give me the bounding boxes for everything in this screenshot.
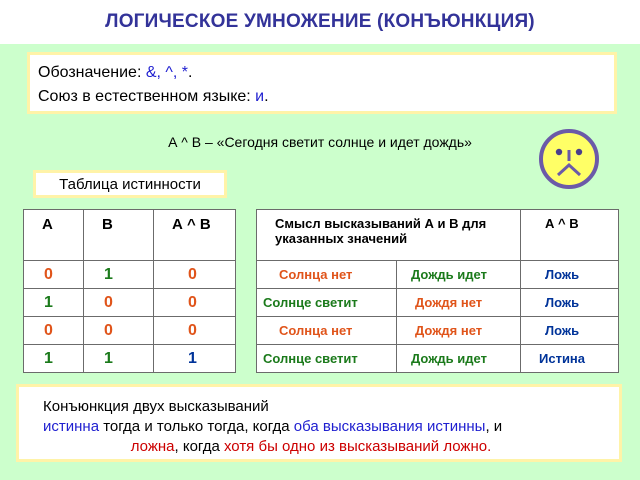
cell-b: 1 [84, 261, 154, 289]
conclusion-text: тогда и только тогда, когда [99, 418, 294, 435]
union-word: и [255, 88, 265, 105]
truth-table-label: Таблица истинности [33, 170, 227, 198]
page-title: ЛОГИЧЕСКОЕ УМНОЖЕНИЕ (КОНЪЮНКЦИЯ) [0, 0, 640, 44]
table-row [257, 317, 619, 345]
union-line [38, 85, 606, 109]
header-result: А ^ В [154, 210, 236, 261]
notation-symbols: &, ^, * [145, 64, 189, 81]
conclusion-line-2 [43, 417, 609, 437]
truth-table-header [24, 210, 236, 261]
example-text: А ^ В – «Сегодня светит солнце и идет дождь» [168, 134, 472, 150]
cell-sun: Солнце светит [257, 345, 397, 373]
cell-a: 1 [24, 345, 84, 373]
cell-a: 0 [24, 317, 84, 345]
conclusion-box [16, 384, 622, 462]
table-row [24, 289, 236, 317]
cell-result: Ложь [521, 289, 619, 317]
conclusion-intro: Конъюнкция двух высказываний [43, 398, 269, 415]
meaning-table [256, 209, 619, 373]
cell-result: 1 [154, 345, 236, 373]
header-meaning: Смысл высказываний А и В для указанных значений [257, 210, 521, 261]
conclusion-both-true: оба высказывания истинны [293, 418, 486, 435]
conclusion-when: , когда [174, 438, 224, 455]
cell-b: 0 [84, 289, 154, 317]
meaning-table-header [257, 210, 619, 261]
table-row [257, 345, 619, 373]
conclusion-false-word: ложна [130, 438, 175, 455]
cell-result: 0 [154, 261, 236, 289]
cell-sun: Солнца нет [257, 317, 397, 345]
cell-result: Ложь [521, 261, 619, 289]
union-label: Союз в естественном языке: [38, 88, 256, 105]
notation-box [27, 52, 617, 114]
table-row [24, 345, 236, 373]
table-row [24, 261, 236, 289]
cell-a: 1 [24, 289, 84, 317]
table-row [257, 261, 619, 289]
header-result: А ^ В [521, 210, 619, 261]
cell-result: 0 [154, 289, 236, 317]
cell-rain: Дождя нет [397, 317, 521, 345]
conclusion-true-word: истинна [43, 418, 100, 435]
notation-line [38, 61, 606, 85]
header-b: В [84, 210, 154, 261]
cell-rain: Дождь идет [397, 345, 521, 373]
cell-a: 0 [24, 261, 84, 289]
cell-rain: Дождь идет [397, 261, 521, 289]
truth-table [23, 209, 236, 373]
table-row [24, 317, 236, 345]
cell-result: 0 [154, 317, 236, 345]
cell-b: 1 [84, 345, 154, 373]
sad-face-icon [538, 128, 600, 190]
conclusion-one-false: хотя бы одно из высказываний ложно. [223, 438, 492, 455]
cell-sun: Солнца нет [257, 261, 397, 289]
notation-label: Обозначение: [38, 64, 146, 81]
cell-result: Истина [521, 345, 619, 373]
conclusion-line-3 [43, 437, 609, 457]
cell-sun: Солнце светит [257, 289, 397, 317]
conclusion-line-1 [43, 397, 609, 417]
conclusion-and: , и [485, 418, 503, 435]
header-a: А [24, 210, 84, 261]
cell-rain: Дождя нет [397, 289, 521, 317]
cell-b: 0 [84, 317, 154, 345]
union-end: . [264, 88, 269, 105]
cell-result: Ложь [521, 317, 619, 345]
table-row [257, 289, 619, 317]
notation-end: . [188, 64, 193, 81]
